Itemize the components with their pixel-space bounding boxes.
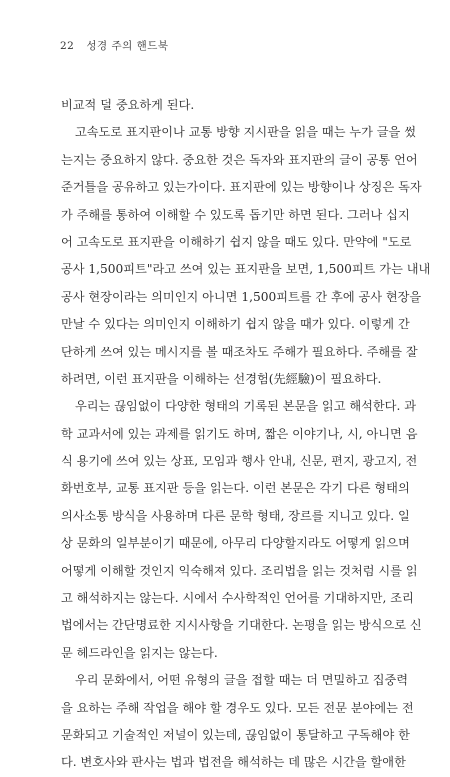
text-line: 고 해석하지는 않는다. 시에서 수사학적인 언어를 기대하지만, 조리 — [61, 591, 414, 606]
text-line: 을 요하는 주해 작업을 해야 할 경우도 있다. 모든 전문 분야에는 전 — [61, 700, 414, 715]
text-line: 학 교과서에 있는 과제를 읽기도 하며, 짧은 이야기나, 시, 아니면 음 — [61, 426, 418, 441]
text-line: 다. 변호사와 판사는 법과 법전을 해석하는 데 많은 시간을 할애한 — [61, 755, 406, 770]
text-line: 고속도로 표지판이나 교통 방향 지시판을 읽을 때는 누가 글을 썼 — [75, 125, 416, 140]
text-line: 준거틀을 공유하고 있는가이다. 표지판에 있는 방향이나 상징은 독자 — [61, 180, 422, 195]
text-line: 공사 1,500피트"라고 쓰여 있는 표지판을 보면, 1,500피트 가는 내내 — [61, 262, 431, 277]
text-line: 비교적 덜 중요하게 된다. — [61, 98, 195, 112]
text-line: 단하게 쓰여 있는 메시지를 볼 때조차도 주해가 필요하다. 주해를 잘 — [61, 344, 418, 359]
text-line: 문 헤드라인을 읽지는 않는다. — [61, 645, 218, 660]
text-line: 의사소통 방식을 사용하며 다른 문학 형태, 장르를 지니고 있다. 일 — [61, 508, 410, 523]
running-head — [60, 38, 169, 53]
text-line: 어 고속도로 표지판을 이해하기 쉽지 않을 때도 있다. 만약에 "도로 — [61, 234, 412, 249]
text-line: 우리 문화에서, 어떤 유형의 글을 접할 때는 더 면밀하고 집중력 — [75, 673, 409, 688]
text-line: 우리는 끊임없이 다양한 형태의 기록된 본문을 읽고 해석한다. 과 — [75, 399, 416, 414]
text-line: 화번호부, 교통 표지판 등을 읽는다. 이런 본문은 각기 다른 형태의 — [61, 481, 410, 496]
text-line: 식 용기에 쓰여 있는 상표, 모임과 행사 안내, 신문, 편지, 광고지, 전 — [61, 454, 418, 469]
body-text — [61, 92, 431, 777]
text-line: 공사 현장이라는 의미인지 아니면 1,500피트를 간 후에 공사 현장을 — [61, 289, 422, 304]
text-line: 는지는 중요하지 않다. 중요한 것은 독자와 표지판의 글이 공통 언어 — [61, 152, 418, 167]
text-line: 만날 수 있다는 의미인지 이해하기 쉽지 않을 때가 있다. 이렇게 간 — [61, 317, 410, 332]
text-line: 문화되고 기술적인 저널이 있는데, 끊임없이 통달하고 구독해야 한 — [61, 727, 410, 742]
text-line: 가 주해를 통하여 이해할 수 있도록 돕기만 하면 된다. 그러나 십지 — [61, 207, 410, 222]
running-title: 성경 주의 핸드북 — [86, 40, 169, 52]
text-line: 법에서는 간단명료한 지시사항을 기대한다. 논평을 읽는 방식으로 신 — [61, 618, 422, 633]
text-line: 상 문화의 일부분이기 때문에, 아무리 다양할지라도 어떻게 읽으며 — [61, 536, 410, 551]
page-number: 22 — [60, 40, 75, 52]
text-line: 하려면, 이런 표지판을 이해하는 선경험(先經驗)이 필요하다. — [61, 371, 382, 386]
text-line: 어떻게 이해할 것인지 익숙해져 있다. 조리법을 읽는 것처럼 시를 읽 — [61, 563, 418, 578]
